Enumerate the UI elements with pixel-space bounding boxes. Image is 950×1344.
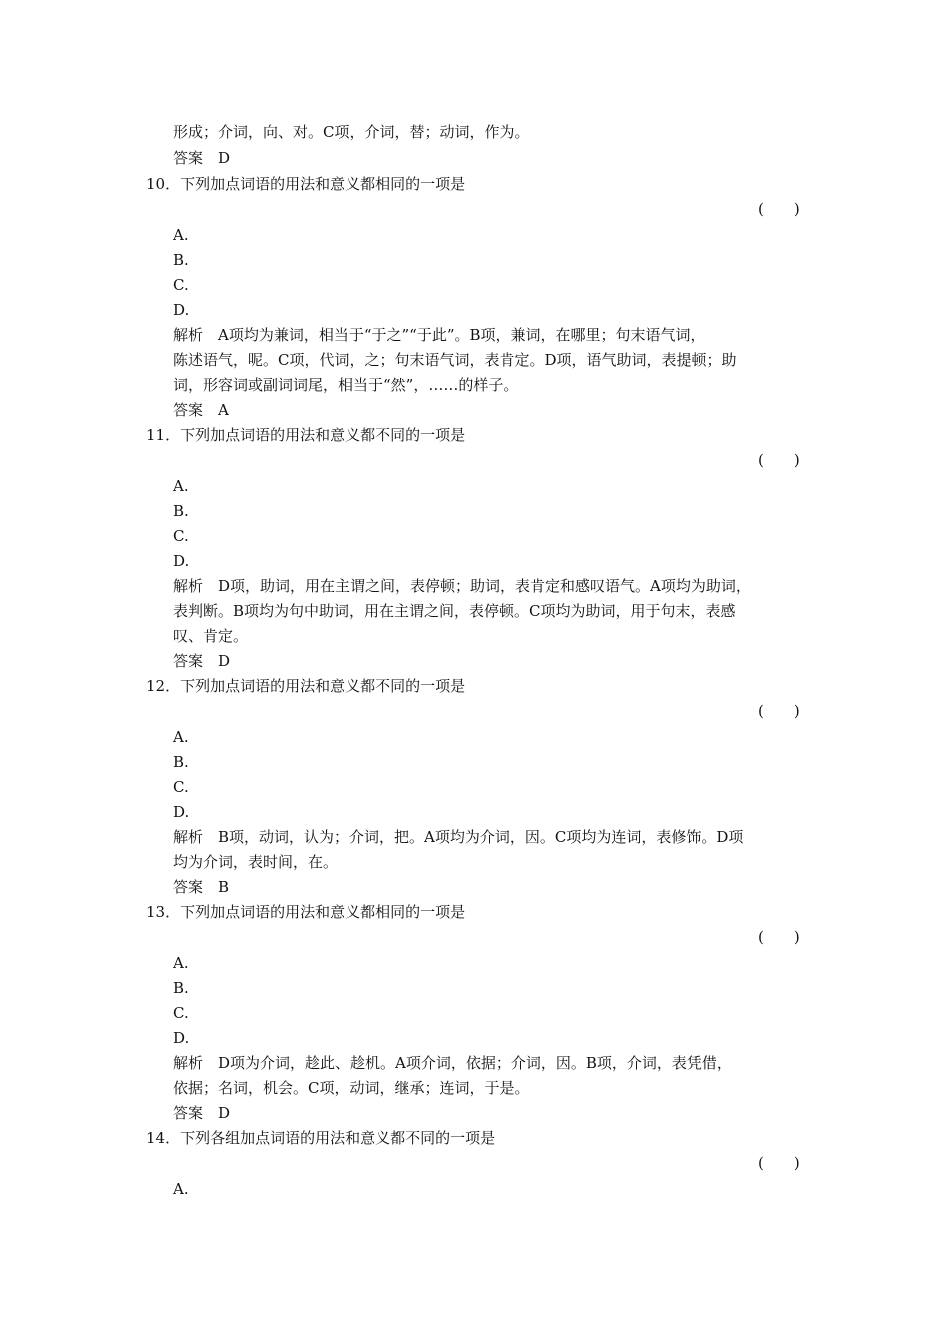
option-b: B. (173, 979, 189, 997)
question-number: 12． (146, 677, 181, 695)
analysis-line: 依据；名词，机会。C项，动词，继承；连词，于是。 (173, 1079, 530, 1097)
question-stem-line (146, 676, 465, 696)
question-stem: 下列加点词语的用法和意义都相同的一项是 (180, 175, 466, 193)
analysis-line: 解析 D项为介词，趁此、趁机。A项介词，依据；介词，因。B项，介词，表凭借， (173, 1054, 732, 1072)
option-d: D. (173, 1029, 190, 1047)
option-b: B. (173, 753, 189, 771)
option-d: D. (173, 552, 190, 570)
analysis-line: 解析 A项均为兼词，相当于“于之”“于此”。B项，兼词，在哪里；句末语气词， (173, 326, 706, 344)
option-a: A. (173, 954, 189, 972)
intro-analysis-line: 形成；介词，向、对。C项，介词，替；动词，作为。 (173, 123, 530, 141)
question-number: 10． (146, 175, 181, 193)
question-stem: 下列加点词语的用法和意义都相同的一项是 (180, 903, 466, 921)
option-a: A. (173, 477, 189, 495)
option-c: C. (173, 527, 189, 545)
option-a: A. (173, 226, 189, 244)
answer-line: 答案 B (173, 878, 230, 896)
question-stem-line (146, 902, 465, 922)
question-number: 13． (146, 903, 181, 921)
question-stem: 下列各组加点词语的用法和意义都不同的一项是 (180, 1129, 496, 1147)
question-stem-line (146, 174, 465, 194)
analysis-line: 解析 B项，动词，认为；介词，把。A项均为介词，因。C项均为连词，表修饰。D项 (173, 828, 744, 846)
question-stem-line (146, 1128, 495, 1148)
option-c: C. (173, 276, 189, 294)
answer-line: 答案 A (173, 401, 229, 419)
option-b: B. (173, 502, 189, 520)
analysis-line: 叹、肯定。 (173, 627, 249, 645)
option-b: B. (173, 251, 189, 269)
question-stem: 下列加点词语的用法和意义都不同的一项是 (180, 677, 466, 695)
option-d: D. (173, 301, 190, 319)
question-number: 11． (146, 426, 181, 444)
analysis-line: 陈述语气，呢。C项，代词，之；句末语气词，表肯定。D项，语气助词，表提顿；助 (173, 351, 737, 369)
option-c: C. (173, 1004, 189, 1022)
answer-line: 答案 D (173, 652, 231, 670)
answer-bracket: ( ) (758, 451, 800, 469)
analysis-line: 词，形容词或副词词尾，相当于“然”，……的样子。 (173, 376, 519, 394)
answer-bracket: ( ) (758, 928, 800, 946)
option-d: D. (173, 803, 190, 821)
answer-line: 答案 D (173, 1104, 231, 1122)
option-c: C. (173, 778, 189, 796)
answer-bracket: ( ) (758, 200, 800, 218)
question-number: 14． (146, 1129, 181, 1147)
option-a: A. (173, 728, 189, 746)
question-stem: 下列加点词语的用法和意义都不同的一项是 (180, 426, 466, 444)
option-a: A. (173, 1180, 189, 1198)
analysis-line: 解析 D项，助词，用在主谓之间，表停顿；助词，表肯定和感叹语气。A项均为助词， (173, 577, 751, 595)
answer-bracket: ( ) (758, 1154, 800, 1172)
analysis-line: 表判断。B项均为句中助词，用在主谓之间，表停顿。C项均为助词，用于句末，表感 (173, 602, 736, 620)
analysis-line: 均为介词，表时间，在。 (173, 853, 339, 871)
question-stem-line (146, 425, 465, 445)
intro-answer: 答案 D (173, 149, 231, 167)
answer-bracket: ( ) (758, 702, 800, 720)
